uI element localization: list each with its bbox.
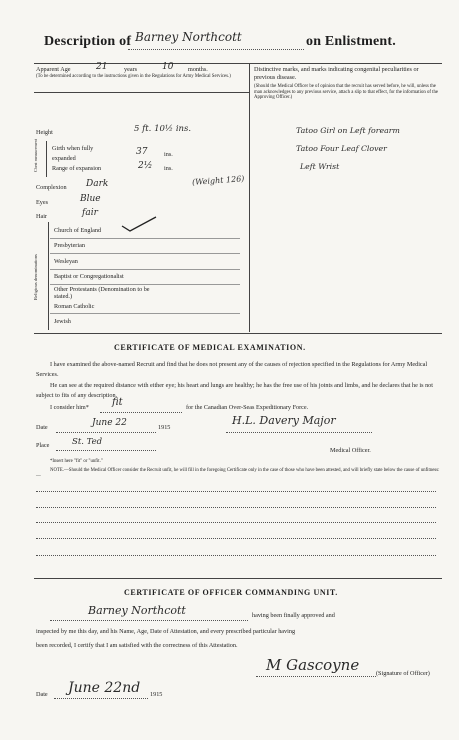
age-note: (To be determined according to the instructions given in the Regulations for Army Medical Services.)	[36, 74, 231, 79]
complexion-label: Complexion	[36, 184, 67, 191]
religion-rule-3	[50, 269, 240, 270]
officer-date-label: Date	[36, 691, 48, 698]
unfit-cause-line-3	[36, 522, 436, 523]
medical-paragraph-1: I have examined the above-named Recruit and find that he does not present any of the causes of rejection specified in the Regulations for Army Medical Services.	[36, 361, 428, 378]
distinctive-mark-1: Tatoo Girl on Left forearm	[296, 126, 400, 135]
range-ins-label: ins.	[164, 165, 173, 172]
officer-signature-dotted-line	[256, 676, 376, 677]
officer-cert-line-1: having been finally approved and	[252, 612, 335, 619]
for-force-text: for the Canadian Over-Seas Expeditionary Force.	[186, 404, 309, 411]
religion-rule-4	[50, 284, 240, 285]
medical-officer-signature: H.L. Davery Major	[232, 414, 336, 427]
apparent-age-label: Apparent Age	[36, 66, 71, 73]
medical-date-dotted-line	[56, 432, 156, 433]
complexion-value: Dark	[86, 179, 109, 189]
mo-signature-dotted-line	[226, 432, 372, 433]
hair-value: fair	[82, 208, 98, 218]
commanding-officer-signature: M Gascoyne	[266, 656, 360, 674]
recruit-name-header: Barney Northcott	[135, 30, 242, 44]
distinctive-marks-heading: Distinctive marks, and marks indicating congenital peculiarities or previous disease.	[254, 66, 419, 81]
girth-ins-label: ins.	[164, 151, 173, 158]
officer-name-dotted-line	[50, 620, 248, 621]
section-rule	[34, 333, 442, 334]
hair-label: Hair	[36, 213, 47, 220]
officer-cert-line-2: inspected by me this day, and his Name, Age, Date of Attestation, and every prescribed particular having	[36, 628, 296, 635]
eyes-value: Blue	[80, 194, 101, 204]
unfit-cause-line-4	[36, 538, 436, 539]
range-label: Range of expansion	[52, 165, 102, 172]
insert-fit-note: *Insert here "fit" or "unfit."	[50, 459, 103, 464]
title-description-of: Description of	[44, 34, 132, 49]
religion-rule-1	[50, 238, 240, 239]
religion-presbyterian: Presbyterian	[54, 242, 85, 249]
unfit-cause-line-1	[36, 491, 436, 492]
distinctive-mark-2: Tatoo Four Leaf Clover	[296, 144, 387, 153]
religion-wesleyan: Wesleyan	[54, 258, 78, 265]
religion-church-of-england: Church of England	[54, 227, 102, 234]
chest-measurement-label: Chest measurement	[33, 139, 38, 172]
officer-date-value: June 22nd	[68, 680, 141, 696]
age-months-value: 10	[162, 62, 174, 72]
height-label: Height	[36, 129, 53, 136]
church-of-england-check-mark	[120, 214, 160, 234]
medical-certificate-title: CERTIFICATE OF MEDICAL EXAMINATION.	[114, 343, 306, 352]
fit-dotted-line	[100, 412, 182, 413]
unfit-cause-line-5	[36, 555, 436, 556]
religion-baptist: Baptist or Congregationalist	[54, 273, 124, 280]
months-label: months.	[188, 66, 208, 73]
officer-certificate-title: CERTIFICATE OF OFFICER COMMANDING UNIT.	[124, 588, 338, 597]
distinctive-marks-note: (Should the Medical Officer be of opinion that the recruit has served before, he will, unless the man acknowledges to any previous service, attach a slip to that effect, for the information of the Approving Officer.)	[254, 84, 438, 101]
medical-paragraph-2: He can see at the required distance with either eye; his heart and lungs are healthy; he has the free use of his joints and limbs, and he declares that he is not subject to fits of any description.	[36, 382, 433, 399]
religion-rule-2	[50, 253, 240, 254]
eyes-label: Eyes	[36, 199, 49, 206]
years-label: years	[124, 66, 138, 73]
range-value: 2½	[138, 161, 153, 171]
officer-cert-line-3: been recorded, I certify that I am satisfied with the correctness of this Attestation.	[36, 642, 238, 649]
weight-stamp: (Weight 126)	[191, 174, 245, 187]
distinctive-mark-3: Left Wrist	[300, 162, 340, 171]
religious-denominations-label: Religious denominations	[33, 254, 38, 300]
medical-place-label: Place	[36, 442, 50, 449]
medical-place-value: St. Ted	[72, 437, 103, 447]
religion-bracket	[48, 222, 49, 330]
column-divider	[249, 64, 250, 332]
officer-year: 1915	[150, 691, 163, 698]
title-on-enlistment: on Enlistment.	[306, 34, 396, 49]
medical-date-value: June 22	[92, 418, 127, 428]
fit-value: fit	[112, 397, 123, 408]
age-years-value: 21	[96, 62, 108, 72]
officer-date-dotted-line	[54, 698, 148, 699]
chest-bracket	[46, 141, 47, 177]
age-rule	[34, 92, 249, 93]
signature-of-officer-label: (Signature of Officer)	[376, 670, 430, 677]
medical-officer-label: Medical Officer.	[330, 447, 371, 454]
officer-cert-recruit-name: Barney Northcott	[88, 604, 186, 617]
officer-section-rule	[34, 578, 442, 579]
religion-rule-5	[50, 313, 240, 314]
consider-him-label: I consider him*	[50, 404, 89, 411]
height-value: 5 ft. 10½ ins.	[134, 124, 192, 134]
religion-jewish: Jewish	[54, 318, 71, 325]
religion-other-protestants: Other Protestants (Denomination to be stated.)	[54, 286, 150, 300]
name-dotted-line	[128, 49, 304, 50]
unfit-cause-line-2	[36, 507, 436, 508]
medical-year: 1915	[158, 424, 171, 431]
unfit-note: NOTE.—Should the Medical Officer consider the Recruit unfit, he will fill in the foregoing Certificate only in the case of those who have been attested, and will briefly state below the cause of unfitness:—	[36, 468, 440, 479]
medical-date-label: Date	[36, 424, 48, 431]
place-dotted-line	[56, 450, 156, 451]
religion-roman-catholic: Roman Catholic	[54, 303, 95, 310]
girth-label: Girth when fully expanded	[52, 145, 94, 162]
girth-value: 37	[136, 147, 148, 157]
